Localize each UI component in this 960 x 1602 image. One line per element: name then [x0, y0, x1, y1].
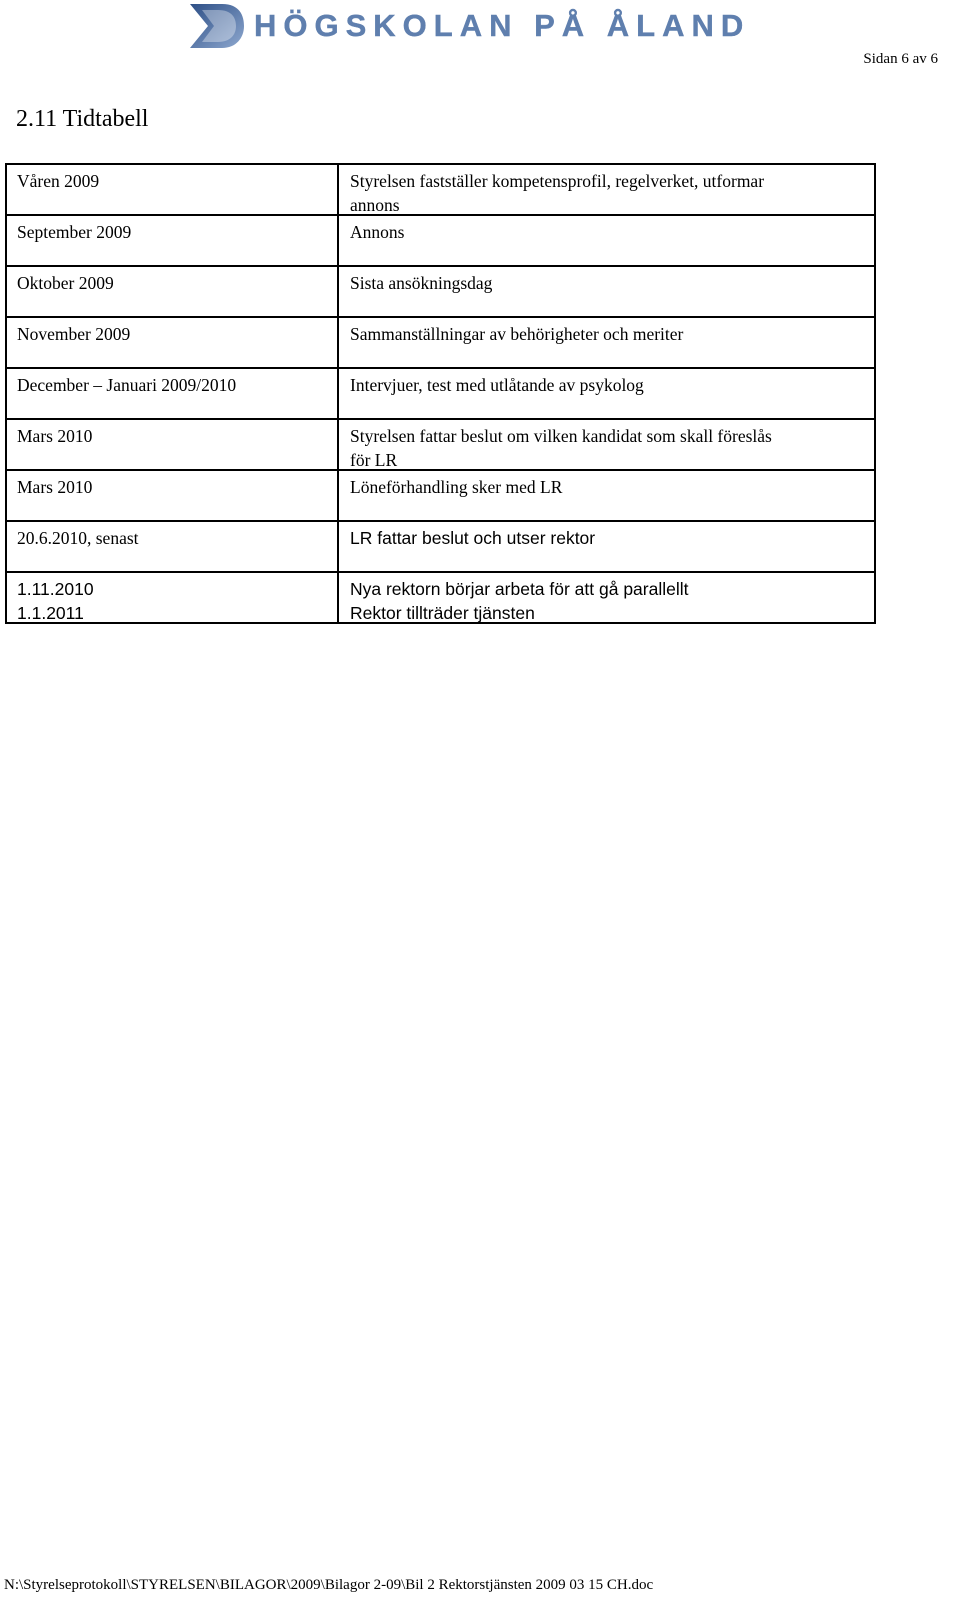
- page-number: Sidan 6 av 6: [863, 51, 938, 67]
- timetable-date-cell: [6, 368, 338, 419]
- table-row: [6, 419, 875, 470]
- section-heading: 2.11 Tidtabell: [16, 106, 149, 132]
- timetable-date: 1.11.2010: [17, 579, 94, 599]
- timetable-date-cell: [6, 317, 338, 368]
- timetable-activity-cell: [338, 572, 875, 623]
- table-row: [6, 164, 875, 215]
- timetable-date: 1.1.2011: [17, 603, 84, 623]
- timetable-activity-cell: [338, 317, 875, 368]
- timetable-activity-cell: [338, 521, 875, 572]
- timetable-date-cell: [6, 521, 338, 572]
- timetable-date-cell: [6, 572, 338, 623]
- timetable-date: Oktober 2009: [17, 273, 114, 293]
- timetable-date: December – Januari 2009/2010: [17, 375, 237, 395]
- table-row: [6, 368, 875, 419]
- timetable-activity-cell: [338, 368, 875, 419]
- table-row: [6, 215, 875, 266]
- table-row: [6, 266, 875, 317]
- timetable-date: November 2009: [17, 324, 131, 344]
- timetable-activity: Löneförhandling sker med LR: [350, 477, 563, 497]
- timetable-date: Mars 2010: [17, 477, 93, 497]
- timetable-activity: Rektor tillträder tjänsten: [350, 603, 535, 623]
- logo-emblem-icon: [188, 2, 246, 50]
- timetable-date-cell: [6, 266, 338, 317]
- timetable-activity: LR fattar beslut och utser rektor: [350, 528, 596, 548]
- timetable-activity-cell: [338, 419, 875, 470]
- timetable-activity-cell: [338, 266, 875, 317]
- timetable-activity: annons: [350, 195, 400, 215]
- table-row: [6, 470, 875, 521]
- table-row: [6, 317, 875, 368]
- timetable-date-cell: [6, 419, 338, 470]
- timetable-date: Mars 2010: [17, 426, 93, 446]
- timetable-date: Våren 2009: [17, 171, 100, 191]
- timetable-activity: Annons: [350, 222, 405, 242]
- timetable-date-cell: [6, 164, 338, 215]
- table-row: [6, 521, 875, 572]
- timetable-activity: Styrelsen fattar beslut om vilken kandidat som skall föreslås: [350, 426, 772, 446]
- timetable-date: September 2009: [17, 222, 132, 242]
- timetable-activity: Nya rektorn börjar arbeta för att gå parallellt: [350, 579, 689, 599]
- timetable-activity-cell: [338, 215, 875, 266]
- timetable: [5, 163, 876, 624]
- timetable-activity: Sammanställningar av behörigheter och meriter: [350, 324, 684, 344]
- timetable-date-cell: [6, 470, 338, 521]
- timetable-activity: för LR: [350, 450, 398, 470]
- timetable-activity: Intervjuer, test med utlåtande av psykolog: [350, 375, 644, 395]
- timetable-activity: Sista ansökningsdag: [350, 273, 493, 293]
- timetable-date-cell: [6, 215, 338, 266]
- institution-logo: [188, 2, 750, 50]
- document-path-footer: N:\Styrelseprotokoll\STYRELSEN\BILAGOR\2009\Bilagor 2-09\Bil 2 Rektorstjänsten 2009 03 15 CH.doc: [4, 1577, 654, 1593]
- timetable-activity: Styrelsen fastställer kompetensprofil, regelverket, utformar: [350, 171, 765, 191]
- timetable-date: 20.6.2010, senast: [17, 528, 139, 548]
- timetable-activity-cell: [338, 164, 875, 215]
- timetable-activity-cell: [338, 470, 875, 521]
- logo-text: HÖGSKOLAN PÅ ÅLAND: [254, 8, 751, 43]
- table-row: [6, 572, 875, 623]
